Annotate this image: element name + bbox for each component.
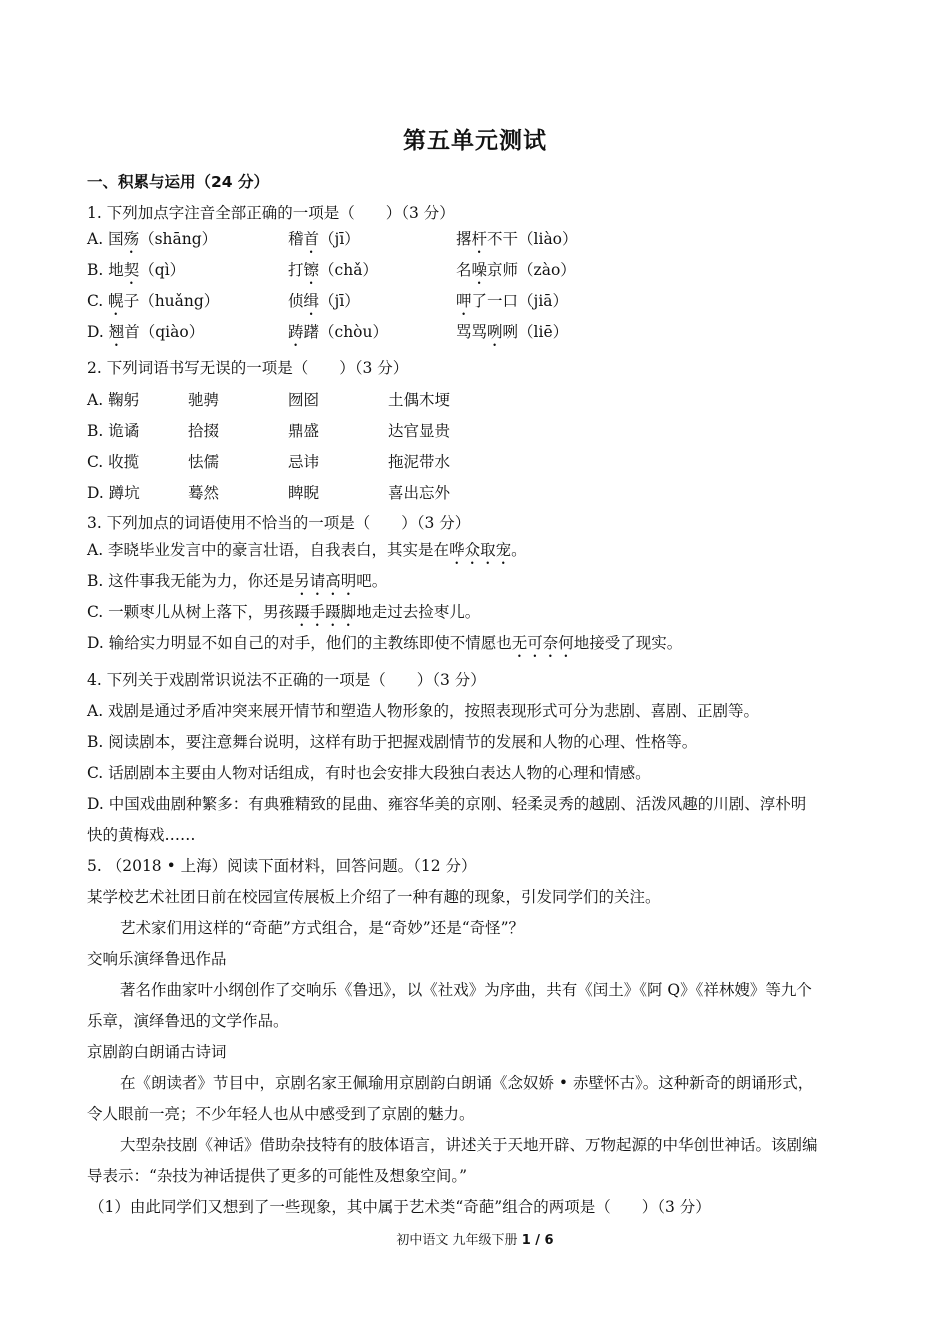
q2-option-c-word4: 拖泥带水 — [388, 453, 451, 471]
q4-stem: 4. 下列关于戏剧常识说法不正确的一项是（ ）（3 分） — [87, 671, 486, 689]
q2-option-d-word4: 喜出忘外 — [388, 484, 451, 502]
q4-option-c: C. 话剧剧本主要由人物对话组成，有时也会安排大段独白表达人物的心理和情感。 — [87, 764, 651, 782]
q4-option-d: D. 中国戏曲剧种繁多：有典雅精致的昆曲、雍容华美的京刚、轻柔灵秀的越剧、活泼风趣的川剧、淳朴明 — [87, 795, 807, 813]
q5-paragraph-1: 著名作曲家叶小纲创作了交响乐《鲁迅》，以《社戏》为序曲，共有《闰土》《阿 Q》《祥林嫂》等九个 — [120, 981, 812, 999]
page-title: 第五单元测试 — [403, 128, 547, 154]
q2-option-c-word2: 怯儒 — [188, 453, 220, 471]
q1-option-c-word2: 侦缉（jī） — [288, 292, 360, 310]
q3-option-b: B. 这件事我无能为力，你还是另请高明吧。 — [87, 572, 388, 590]
q1-stem: 1. 下列加点字注音全部正确的一项是（ ）（3 分） — [87, 204, 455, 222]
q2-option-b-word3: 鼎盛 — [288, 422, 320, 440]
q5-paragraph-3-cont: 导表示：“杂技为神话提供了更多的可能性及想象空间。” — [87, 1167, 468, 1185]
q3-option-d: D. 输给实力明显不如自己的对手，他们的主教练即使不情愿也无可奈何地接受了现实。 — [87, 634, 683, 652]
q5-subquestion-1: （1）由此同学们又想到了一些现象，其中属于艺术类“奇葩”组合的两项是（ ）（3 分） — [89, 1198, 711, 1216]
footer-course: 初中语文 九年级下册 — [396, 1233, 522, 1248]
q5-paragraph-2: 在《朗读者》节目中，京剧名家王佩瑜用京剧韵白朗诵《念奴娇 • 赤壁怀古》。这种新奇的朗诵形式， — [120, 1074, 814, 1092]
q3-option-a: A. 李晓毕业发言中的豪言壮语，自我表白，其实是在哗众取宠。 — [87, 541, 527, 559]
q2-option-a-word2: 驰骋 — [188, 391, 220, 409]
q2-option-d-word3: 睥睨 — [288, 484, 320, 502]
q4-option-a: A. 戏剧是通过矛盾冲突来展开情节和塑造人物形象的，按照表现形式可分为悲剧、喜剧、正剧等。 — [87, 702, 760, 720]
q1-option-a-word2: 稽首（jī） — [288, 230, 360, 248]
q5-paragraph-3: 大型杂技剧《神话》借助杂技特有的肢体语言，讲述关于天地开辟、万物起源的中华创世神话。该剧编 — [120, 1136, 818, 1154]
q5-heading-2: 京剧韵白朗诵古诗词 — [87, 1043, 227, 1061]
q5-paragraph-1-cont: 乐章，演绎鲁迅的文学作品。 — [87, 1012, 289, 1030]
q2-option-c-word3: 忌讳 — [288, 453, 320, 471]
q4-option-d-cont: 快的黄梅戏…… — [87, 826, 196, 844]
page-footer — [0, 1229, 950, 1248]
q2-stem: 2. 下列词语书写无误的一项是（ ）（3 分） — [87, 359, 409, 377]
q1-option-d-word3: 骂骂咧咧（liē） — [456, 323, 569, 341]
q3-stem: 3. 下列加点的词语使用不恰当的一项是（ ）（3 分） — [87, 514, 471, 532]
q2-option-c: C. 收揽 — [87, 453, 140, 471]
q4-option-b: B. 阅读剧本，要注意舞台说明，这样有助于把握戏剧情节的发展和人物的心理、性格等。 — [87, 733, 698, 751]
section-heading: 一、积累与运用（24 分） — [87, 173, 269, 191]
page-number: 1 / 6 — [521, 1233, 554, 1248]
q2-option-b-word4: 达官显贵 — [388, 422, 451, 440]
q1-option-a: A. 国殇（shāng） — [87, 230, 218, 248]
q1-option-c-word3: 呷了一口（jiā） — [456, 292, 569, 310]
q3-option-c: C. 一颗枣儿从树上落下，男孩蹑手蹑脚地走过去捡枣儿。 — [87, 603, 481, 621]
q5-stem: 5. （2018 • 上海）阅读下面材料，回答问题。（12 分） — [87, 857, 477, 875]
q2-option-b-word2: 拾掇 — [188, 422, 220, 440]
q5-heading-1: 交响乐演绎鲁迅作品 — [87, 950, 227, 968]
q1-option-b-word2: 打镲（chǎ） — [288, 261, 378, 279]
q2-option-a: A. 鞠躬 — [87, 391, 140, 409]
q2-option-d-word2: 蓦然 — [188, 484, 220, 502]
q2-option-b: B. 诡谲 — [87, 422, 140, 440]
q2-option-a-word3: 囫囵 — [288, 391, 320, 409]
q1-option-b: B. 地契（qì） — [87, 261, 186, 279]
q2-option-d: D. 蹲坑 — [87, 484, 140, 502]
q5-intro: 某学校艺术社团日前在校园宣传展板上介绍了一种有趣的现象，引发同学们的关注。 — [87, 888, 661, 906]
q1-option-d: D. 翘首（qiào） — [87, 323, 205, 341]
q5-question-line: 艺术家们用这样的“奇葩”方式组合，是“奇妙”还是“奇怪”？ — [120, 919, 525, 937]
q1-option-d-word2: 踌躇（chòu） — [288, 323, 388, 341]
q1-option-a-word3: 撂杆不干（liào） — [456, 230, 578, 248]
q1-option-c: C. 幌子（huǎng） — [87, 292, 220, 310]
q2-option-a-word4: 土偶木埂 — [388, 391, 451, 409]
q5-paragraph-2-cont: 令人眼前一亮；不少年轻人也从中感受到了京剧的魅力。 — [87, 1105, 475, 1123]
q1-option-b-word3: 名噪京师（zào） — [456, 261, 576, 279]
